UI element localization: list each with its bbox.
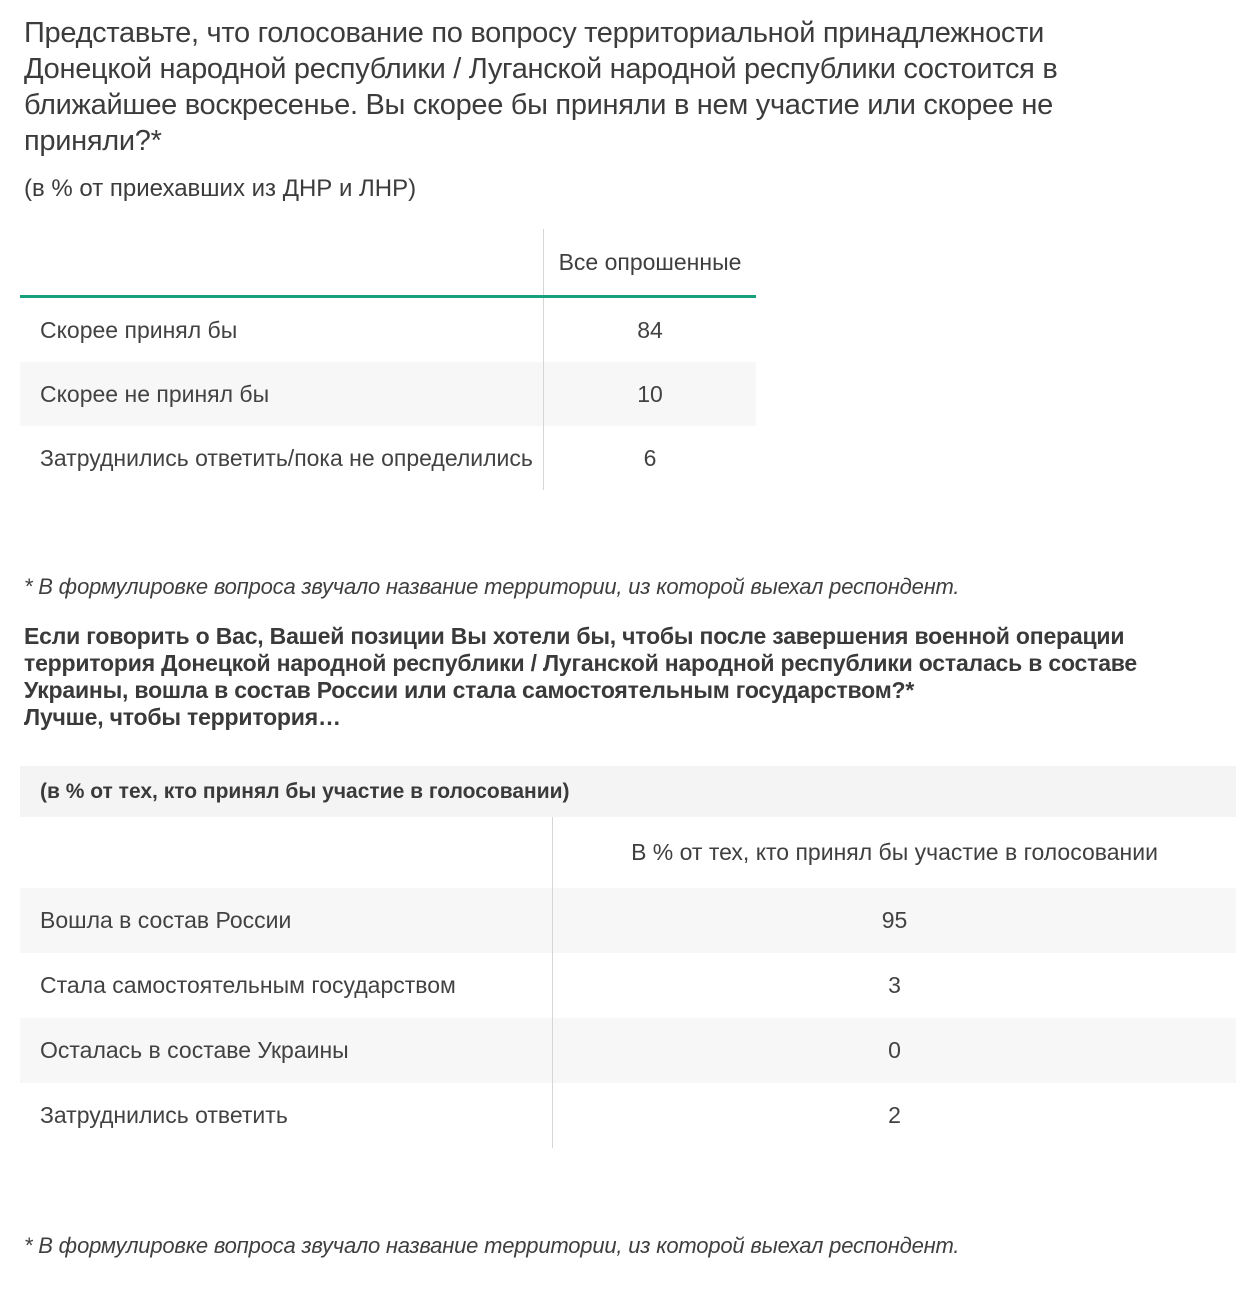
footnote-territory-wording-top: * В формулировке вопроса звучало название территории, из которой выехал респондент. [24, 574, 960, 599]
table-row [20, 953, 1236, 1018]
row-label: Вошла в состав России [40, 907, 292, 933]
row-label: Затруднились ответить [40, 1102, 288, 1128]
row-value: 95 [552, 888, 1236, 953]
table-row [20, 298, 756, 362]
row-label: Осталась в составе Украины [40, 1037, 349, 1063]
question-1-title: Представьте, что голосование по вопросу территориальной принадлежности Донецкой народной республики / Луганской народной республики состоится в ближайшее воскресенье. Вы скорее бы приняли в нем участие или скорее не приняли?* [24, 17, 1058, 157]
territory-preference-table [20, 766, 1236, 1148]
participation-table-header-row [20, 229, 756, 298]
row-value: 3 [552, 953, 1236, 1018]
row-value: 6 [543, 426, 756, 490]
row-label: Скорее не принял бы [40, 380, 270, 407]
table-2-caption-band: (в % от тех, кто принял бы участие в голосовании) [20, 766, 1236, 817]
column-header-all-respondents: Все опрошенные [543, 229, 756, 295]
row-label: Скорее принял бы [40, 316, 238, 343]
participation-table [20, 229, 756, 490]
header-spacer-cell [20, 817, 552, 888]
table-row [20, 1083, 1236, 1148]
row-label: Стала самостоятельным государством [40, 972, 456, 998]
table-row [20, 426, 756, 490]
footnote-territory-wording-bottom: * В формулировке вопроса звучало название территории, из которой выехал респондент. [24, 1233, 960, 1258]
row-value: 2 [552, 1083, 1236, 1148]
table-row [20, 888, 1236, 953]
survey-results-page [0, 15, 1256, 1259]
row-value: 84 [543, 298, 756, 362]
territory-table-header-row [20, 817, 1236, 888]
header-spacer-cell [20, 229, 543, 295]
question-2-title [24, 623, 1224, 731]
question-1-percent-note: (в % от приехавших из ДНР и ЛНР) [24, 175, 417, 202]
table-row [20, 362, 756, 426]
table-row [20, 1018, 1236, 1083]
row-value: 0 [552, 1018, 1236, 1083]
question-2-text: Если говорить о Вас, Вашей позиции Вы хотели бы, чтобы после завершения военной операции территория Донецкой народной республики / Луганской народной республики осталась в составе Украины, вошла в состав России или стала самостоятельным государством?* [24, 623, 1138, 703]
column-header-voters-percent: В % от тех, кто принял бы участие в голосовании [552, 817, 1236, 888]
row-label: Затруднились ответить/пока не определились [40, 444, 533, 471]
question-2-tail: Лучше, чтобы территория… [24, 704, 341, 730]
row-value: 10 [543, 362, 756, 426]
